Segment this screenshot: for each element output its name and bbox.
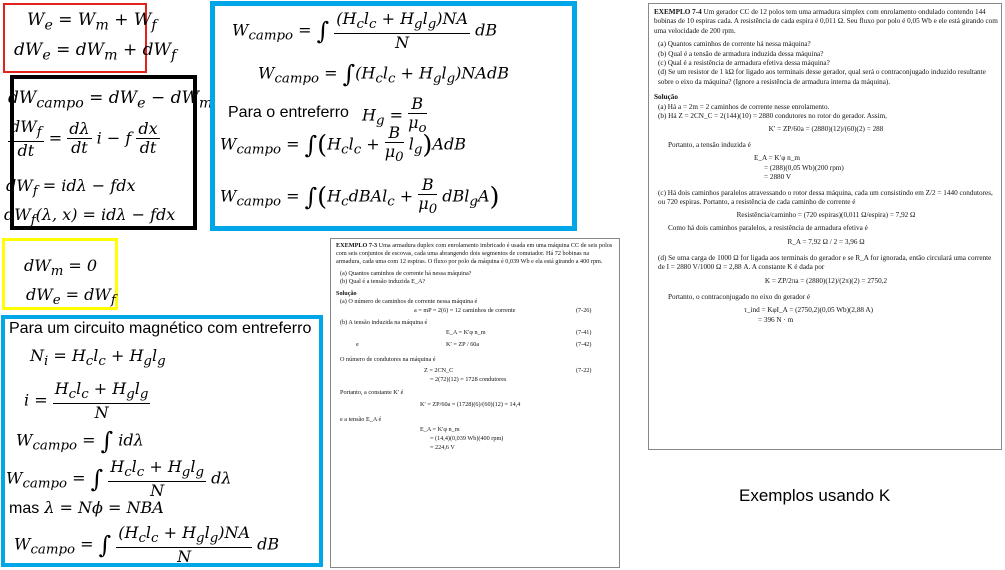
example-7-3-title: EXEMPLO 7-3	[336, 242, 378, 249]
example-7-3-eq-6: K′ = ZP/60a = (1728)(6)/(60)(12) = 14,4	[420, 401, 521, 408]
example-7-3-eq-4: Z = 2CN_C	[424, 367, 454, 374]
example-7-3-statement: Uma armadura duplex com enrolamento imbricado é usada em uma máquina CC de seis polos com seis conjuntos de escovas, cada uma abrangendo dois segmentos de comutador. Há 72 bobinas na armadura, cada uma com 12 espiras. O fluxo por polo da máquina é 0,039 Wb e ela está girando a 400 rpm.	[336, 242, 613, 265]
example-7-4-eq-3: = (288)(0,05 Wb)(200 rpm)	[764, 163, 844, 172]
example-7-4-eq-7: K = ZP/2πa = (2880)(12)/(2π)(2) = 2750,2	[764, 277, 888, 286]
example-7-4-solution-heading: Solução	[654, 93, 678, 102]
example-7-4-content	[654, 8, 998, 446]
example-7-4-solution-d: (d) Se uma carga de 1000 Ω for ligada aos terminais do gerador e se R_A for ignorada, então circulará uma corrente de I = 2880 V/1000 Ω = 2,88 A. A constante K é dada por	[658, 253, 992, 271]
field-energy-integral-expanded: $W_{campo}$ = ∫ $\frac{H_cl_c + H_gl_g}{N}$ dλ	[6, 457, 232, 500]
example-7-3-eq-1: a = mP = 2(6) = 12 caminhos de corrente	[414, 307, 516, 314]
field-energy-rate-equation: $\frac{dW_f}{dt}$ = $\frac{d\lambda}{dt}$ i − f $\frac{dx}{dt}$	[10, 117, 158, 160]
field-energy-integral: $W_{campo}$ = ∫ idλ	[16, 427, 144, 455]
example-7-4-eq-8: τ_ind = KφI_A = (2750,2)(0,05 Wb)(2,88 A)	[744, 306, 873, 315]
example-7-3-eq-9: = 224,6 V	[430, 444, 455, 451]
example-7-4-statement: Um gerador CC de 12 polos tem uma armadura simplex com enrolamento ondulado contendo 144 bobinas de 10 espiras cada. A resistência de cada espira é 0,011 Ω. Seu fluxo por polo é 0,05 Wb e ele está girando com uma velocidade de 200 rpm.	[654, 8, 998, 35]
flux-linkage-equation: mas λ = Nϕ = NBA	[9, 498, 164, 517]
example-7-4-parallel-text: Como há dois caminhos paralelos, a resistência de armadura efetiva é	[668, 223, 868, 232]
example-7-4-eq-1: K′ = ZP/60a = (2880)(12)/(60)(2) = 288	[768, 125, 884, 134]
example-7-4-eq-9: = 396 N · m	[758, 315, 794, 324]
campo-energy-db-equation: $W_{campo}$ = ∫ $\frac{(H_cl_c + H_gl_g)NA}{N}$ dB	[232, 9, 498, 52]
example-7-3-question-a: (a) Quantos caminhos de corrente há nessa máquina?	[340, 270, 472, 277]
example-7-3-question-b: (b) Qual é a tensão induzida E_A?	[340, 278, 426, 285]
example-7-4-eq-5: Resistência/caminho = (720 espiras)(0,011 Ω/espira) = 7,92 Ω	[736, 211, 916, 220]
example-7-3-solution-b: (b) A tensão induzida na máquina é	[340, 319, 428, 326]
air-gap-field-equation: $H_g$ = $\frac{B}{\mu_o}$	[362, 94, 427, 137]
example-7-3-conductors-text: O número de condutores na máquina é	[340, 356, 436, 363]
examples-using-k-caption: Exemplos usando K	[739, 486, 891, 505]
example-7-4-torque-text: Portanto, o contraconjugado no eixo do gerador é	[668, 292, 811, 301]
example-7-4-question-c: (c) Qual é a resistência de armadura efetiva dessa máquina?	[658, 59, 830, 68]
field-energy-final-equation: $W_{campo}$ = ∫ $\frac{(H_cl_c + H_gl_g)NA}{N}$ dB	[14, 523, 280, 566]
example-7-4-eq-2: E_A = K′φ n_m	[754, 154, 800, 163]
field-energy-equation: $dW_f = id\lambda$ − fdx	[6, 176, 136, 200]
example-7-3-solution-a: (a) O número de caminhos de corrente nessa máquina é	[340, 298, 478, 305]
example-7-4-solution-a: (a) Há a = 2m = 2 caminhos de corrente nesse enrolamento.	[658, 102, 830, 111]
campo-energy-substituted-equation: $W_{campo} = \int(H_cl_c$ + $\frac{B}{\mu_0}$ $l_g)AdB$	[220, 123, 466, 166]
example-7-3-eq-2: E_A = K′φ n_m	[446, 329, 486, 336]
example-7-3-eqnum-2: (7-41)	[576, 329, 592, 336]
example-7-3-eq-7: E_A = K′φ n_m	[420, 426, 460, 433]
example-7-3-eq-3: K′ = ZP / 60a	[446, 341, 480, 348]
electric-equals-field: $dW_e = dW_f$	[26, 285, 116, 309]
example-7-4-eq-6: R_A = 7,92 Ω / 2 = 3,96 Ω	[787, 238, 865, 247]
field-energy-function-equation: $dW_f(\lambda$, x) = idλ − fdx	[4, 205, 176, 229]
mmf-equation: $N_i = H_cl_c + H_gl_g$	[30, 346, 166, 370]
energy-differential-equation: $dW_e = dW_m + dW_f$	[14, 40, 177, 64]
example-7-3-content	[336, 242, 614, 564]
mechanical-energy-zero: $dW_m = 0$	[24, 256, 98, 280]
air-gap-note: Para o entreferro	[228, 104, 349, 121]
example-7-3-voltage-text: e a tensão E_A é	[340, 416, 382, 423]
example-7-4-solution-b: (b) Há Z = 2CN_C = 2(144)(10) = 2880 condutores no rotor do gerador. Assim,	[658, 112, 887, 121]
example-7-4-question-b: (b) Qual é a tensão de armadura induzida dessa máquina?	[658, 49, 824, 58]
example-7-3-eqnum-4: (7-22)	[576, 367, 592, 374]
campo-energy-expanded-equation: $W_{campo}$ = $\int(H_cdBAl_c$ + $\frac{B}{\mu_0}$ dBl$_g$A)	[220, 175, 500, 218]
example-7-4-solution-c: (c) Há dois caminhos paralelos atravessando o rotor dessa máquina, cada um consistindo em Z/2 = 1440 condutores, ou 720 espiras. Portanto, a resistência de cada caminho de corrente é	[658, 188, 993, 206]
example-7-3-eqnum-1: (7-26)	[576, 307, 592, 314]
example-7-3-eq-5: = 2(72)(12) = 1728 condutores	[430, 376, 507, 383]
example-7-4-question-d: (d) Se um resistor de 1 kΩ for ligado aos terminais desse gerador, qual será o contraconjugado induzido resultante sobre o eixo da máquina? (Ignore a resistência de armadura interna da máquina).	[658, 68, 986, 86]
example-7-4-induced-text: Portanto, a tensão induzida é	[668, 140, 751, 149]
energy-balance-equation: $W_e = W_m + W_f$	[27, 10, 157, 34]
magnetic-circuit-heading: Para um circuito magnético com entreferro	[9, 320, 312, 337]
example-7-3-and: e	[356, 341, 359, 348]
field-energy-differential: $dW_{campo} = dW_e - dW_m$	[8, 88, 213, 112]
campo-energy-nadb-equation: $W_{campo} = \int(H_cl_c$ + $H_gl_g)NAdB$	[258, 60, 509, 88]
example-7-4-question-a: (a) Quantos caminhos de corrente há nessa máquina?	[658, 40, 811, 49]
example-7-3-solution-heading: Solução	[336, 290, 357, 297]
example-7-3-constant-text: Portanto, a constante K′ é	[340, 389, 404, 396]
current-equation: i = $\frac{H_cl_c + H_gl_g}{N}$	[24, 379, 149, 422]
example-7-3-eq-8: = (14,4)(0,039 Wb)(400 rpm)	[430, 435, 504, 442]
mas-label: mas	[9, 500, 40, 517]
example-7-4-eq-4: = 2880 V	[764, 173, 792, 182]
example-7-3-eqnum-3: (7-42)	[576, 341, 592, 348]
example-7-4-title: EXEMPLO 7-4	[654, 8, 702, 16]
